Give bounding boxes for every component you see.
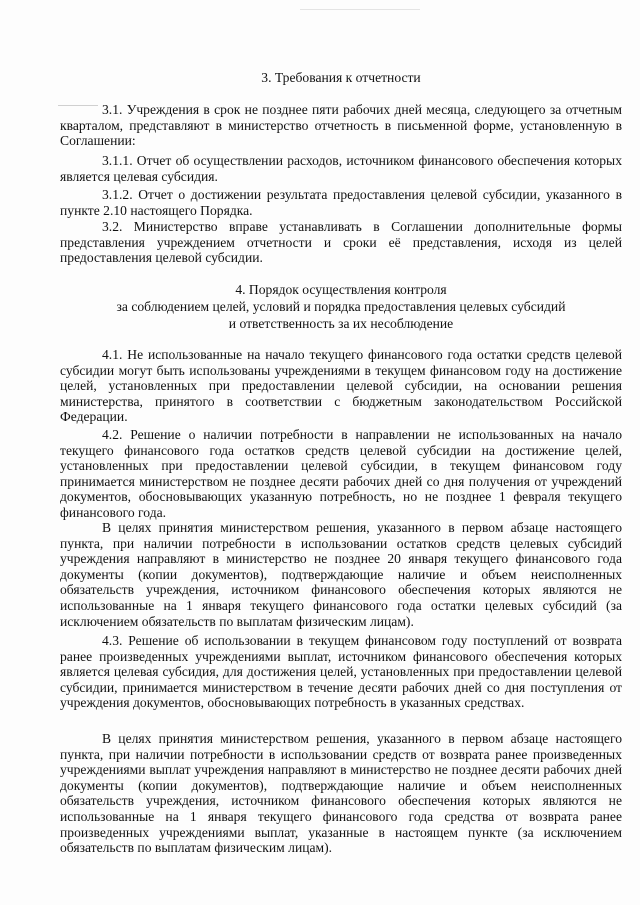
paragraph-3-1: 3.1. Учреждения в срок не позднее пяти рабочих дней месяца, следующего за отчетным кварталом, представляют в министерство отчетность в письменной форме, установленную в Соглашении: (60, 102, 622, 149)
section-4-title-line-2: за соблюдением целей, условий и порядка предоставления целевых субсидий (116, 299, 566, 314)
paragraph-3-2: 3.2. Министерство вправе устанавливать в Соглашении дополнительные формы представления учреждением отчетности и сроки её представления, исходя из целей предоставления целевой субсидии. (60, 219, 622, 266)
scan-speck (300, 9, 420, 10)
paragraph-4-2-second: В целях принятия министерством решения, указанного в первом абзаце настоящего пункта, при наличии потребности в использовании остатков средств целевых субсидий учреждения направляют в министерство не позднее 20 января текущего финансового года документы (копии документов), подтверждающие наличие и объем неисполненных обязательств учреждения, источником финансового обеспечения которых являются не использованные на 1 января текущего финансового года остатки целевых субсидий (за исключением обязательств по выплатам физическим лицам). (60, 520, 622, 629)
paragraph-4-2: 4.2. Решение о наличии потребности в направлении не использованных на начало текущего финансового года остатков средств целевой субсидии на достижение целей, установленных при предоставлении целевой субсидии, в текущем финансовом году принимается министерством не позднее десяти рабочих дней со дня получения от учреждений документов, обосновывающих указанную потребность, но не позднее 1 февраля текущего финансового года. (60, 427, 622, 520)
paragraph-3-1-2: 3.1.2. Отчет о достижении результата предоставления целевой субсидии, указанного в пункте 2.10 настоящего Порядка. (60, 187, 622, 218)
section-4-title-line-1: 4. Порядок осуществления контроля (235, 282, 447, 297)
paragraph-4-3: 4.3. Решение об использовании в текущем финансовом году поступлений от возврата ранее произведенных учреждениями выплат, источником финансового обеспечения которых является целевая субсидия, для достижения целей, установленных при предоставлении целевой субсидии, принимается министерством в течение десяти рабочих дней со дня поступления от учреждения документов, обосновывающих потребность в указанных средствах. (60, 633, 622, 711)
paragraph-3-1-1: 3.1.1. Отчет об осуществлении расходов, источником финансового обеспечения которых является целевая субсидия. (60, 153, 622, 184)
paragraph-4-3-second: В целях принятия министерством решения, указанного в первом абзаце настоящего пункта, при наличии потребности в использовании средств от возврата ранее произведенных учреждениями выплат учреждения направляют в министерство не позднее десяти рабочих дней документы (копии документов), подтверждающие наличие и объем неисполненных обязательств учреждения, источником финансового обеспечения которых являются не использованные на 1 января текущего финансового года средства от возврата ранее произведенных учреждениями выплат, указанные в настоящем пункте (за исключением обязательств по выплатам физическим лицам). (60, 731, 622, 856)
section-3-title: 3. Требования к отчетности (261, 70, 421, 85)
paragraph-4-1: 4.1. Не использованные на начало текущего финансового года остатки средств целевой субсидии могут быть использованы учреждениями в текущем финансовом году на достижение целей, установленных при предоставлении целевой субсидии, на основании решения министерства, принятого в соответствии с бюджетным законодательством Российской Федерации. (60, 347, 622, 425)
section-4-title-line-3: и ответственность за их несоблюдение (228, 316, 454, 331)
